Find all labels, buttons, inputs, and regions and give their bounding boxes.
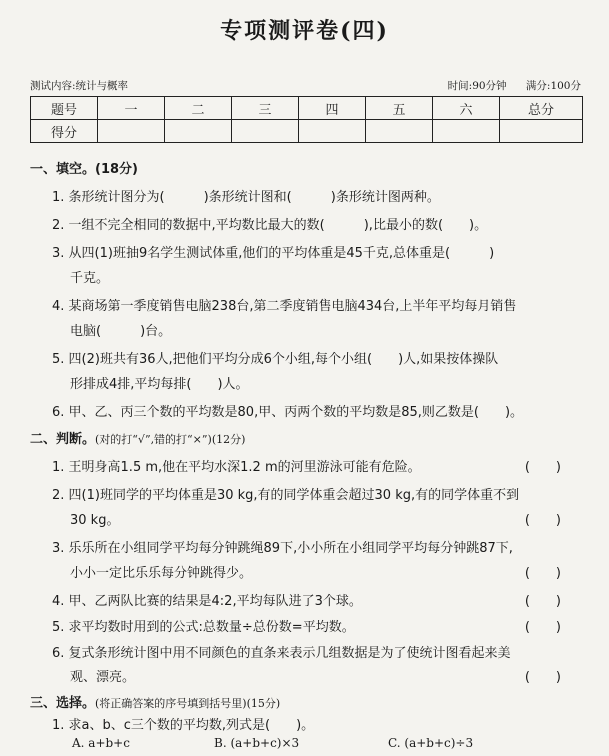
score-cell[interactable]: [299, 120, 366, 143]
table-cell: 一: [98, 97, 165, 120]
section-heading: [30, 692, 280, 711]
answer-paren[interactable]: ( ): [524, 460, 561, 475]
question-text: 3. 从四(1)班抽9名学生测试体重,他们的平均体重是45千克,总体重是( ): [52, 246, 495, 261]
table-cell: 六: [433, 97, 500, 120]
table-cell: 三: [232, 97, 299, 120]
question-text: 观、漂亮。: [70, 670, 136, 685]
question-text: 2. 四(1)班同学的平均体重是30 kg,有的同学体重会超过30 kg,有的同学体重不到: [52, 488, 520, 503]
question-text: 1. 王明身高1.5 m,他在平均水深1.2 m的河里游泳可能有危险。: [52, 460, 421, 475]
question-text: 5. 求平均数时用到的公式:总数量÷总份数=平均数。: [52, 620, 355, 635]
question-text: 4. 某商场第一季度销售电脑238台,第二季度销售电脑434台,上半年平均每月销售: [52, 299, 517, 314]
full-score-label: 满分:100分: [525, 80, 581, 92]
question-text: 6. 复式条形统计图中用不同颜色的直条来表示几组数据是为了使统计图看起来美: [52, 646, 511, 661]
question-text: 1. 条形统计图分为( )条形统计图和( )条形统计图两种。: [52, 190, 440, 205]
answer-paren[interactable]: ( ): [524, 566, 561, 581]
option-a[interactable]: A. a+b+c: [72, 736, 130, 750]
section-instruction: (将正确答案的序号填到括号里)(15分): [95, 697, 281, 710]
table-cell: 二: [165, 97, 232, 120]
question-text: 5. 四(2)班共有36人,把他们平均分成6个小组,每个小组( )人,如果按体操队: [52, 352, 499, 367]
score-cell[interactable]: [366, 120, 433, 143]
time-label: 时间:90分钟: [447, 80, 507, 92]
question-text: 6. 甲、乙、丙三个数的平均数是80,甲、丙两个数的平均数是85,则乙数是( )。: [52, 405, 524, 420]
section-title: 三、选择。: [30, 696, 96, 711]
score-cell[interactable]: [433, 120, 500, 143]
section-title: 二、判断。: [30, 432, 96, 447]
table-cell: 总分: [500, 97, 583, 120]
option-c[interactable]: C. (a+b+c)÷3: [388, 736, 474, 750]
score-cell[interactable]: [232, 120, 299, 143]
question-text: 形排成4排,平均每排( )人。: [70, 377, 249, 392]
question-text: 小小一定比乐乐每分钟跳得少。: [70, 566, 253, 581]
question-text: 千克。: [70, 271, 110, 286]
page-title: 专项测评卷(四): [220, 18, 389, 44]
score-cell[interactable]: [98, 120, 165, 143]
question-text: 3. 乐乐所在小组同学平均每分钟跳绳89下,小小所在小组同学平均每分钟跳87下,: [52, 541, 513, 556]
question-text: 2. 一组不完全相同的数据中,平均数比最大的数( ),比最小的数( )。: [52, 218, 488, 233]
section-instruction: (对的打“√”,错的打“×”)(12分): [95, 433, 246, 446]
section-heading: 一、填空。(18分): [30, 162, 138, 177]
option-b[interactable]: B. (a+b+c)×3: [214, 736, 300, 750]
answer-paren[interactable]: ( ): [524, 513, 561, 528]
table-cell: 得分: [31, 120, 98, 143]
question-text: 电脑( )台。: [70, 324, 172, 339]
answer-paren[interactable]: ( ): [524, 670, 561, 685]
exam-meta: [432, 78, 581, 93]
table-cell: 五: [366, 97, 433, 120]
score-cell[interactable]: [500, 120, 583, 143]
table-score-row: [31, 120, 583, 143]
score-table: [30, 96, 583, 143]
question-text: 1. 求a、b、c三个数的平均数,列式是( )。: [52, 718, 315, 733]
section-heading: [30, 428, 245, 447]
test-content-label: 测试内容:统计与概率: [30, 80, 129, 92]
answer-paren[interactable]: ( ): [524, 620, 561, 635]
question-text: 30 kg。: [70, 513, 120, 528]
table-header-row: [31, 97, 583, 120]
answer-paren[interactable]: ( ): [524, 594, 561, 609]
score-cell[interactable]: [165, 120, 232, 143]
question-text: 4. 甲、乙两队比赛的结果是4:2,平均每队进了3个球。: [52, 594, 362, 609]
table-cell: 题号: [31, 97, 98, 120]
table-cell: 四: [299, 97, 366, 120]
